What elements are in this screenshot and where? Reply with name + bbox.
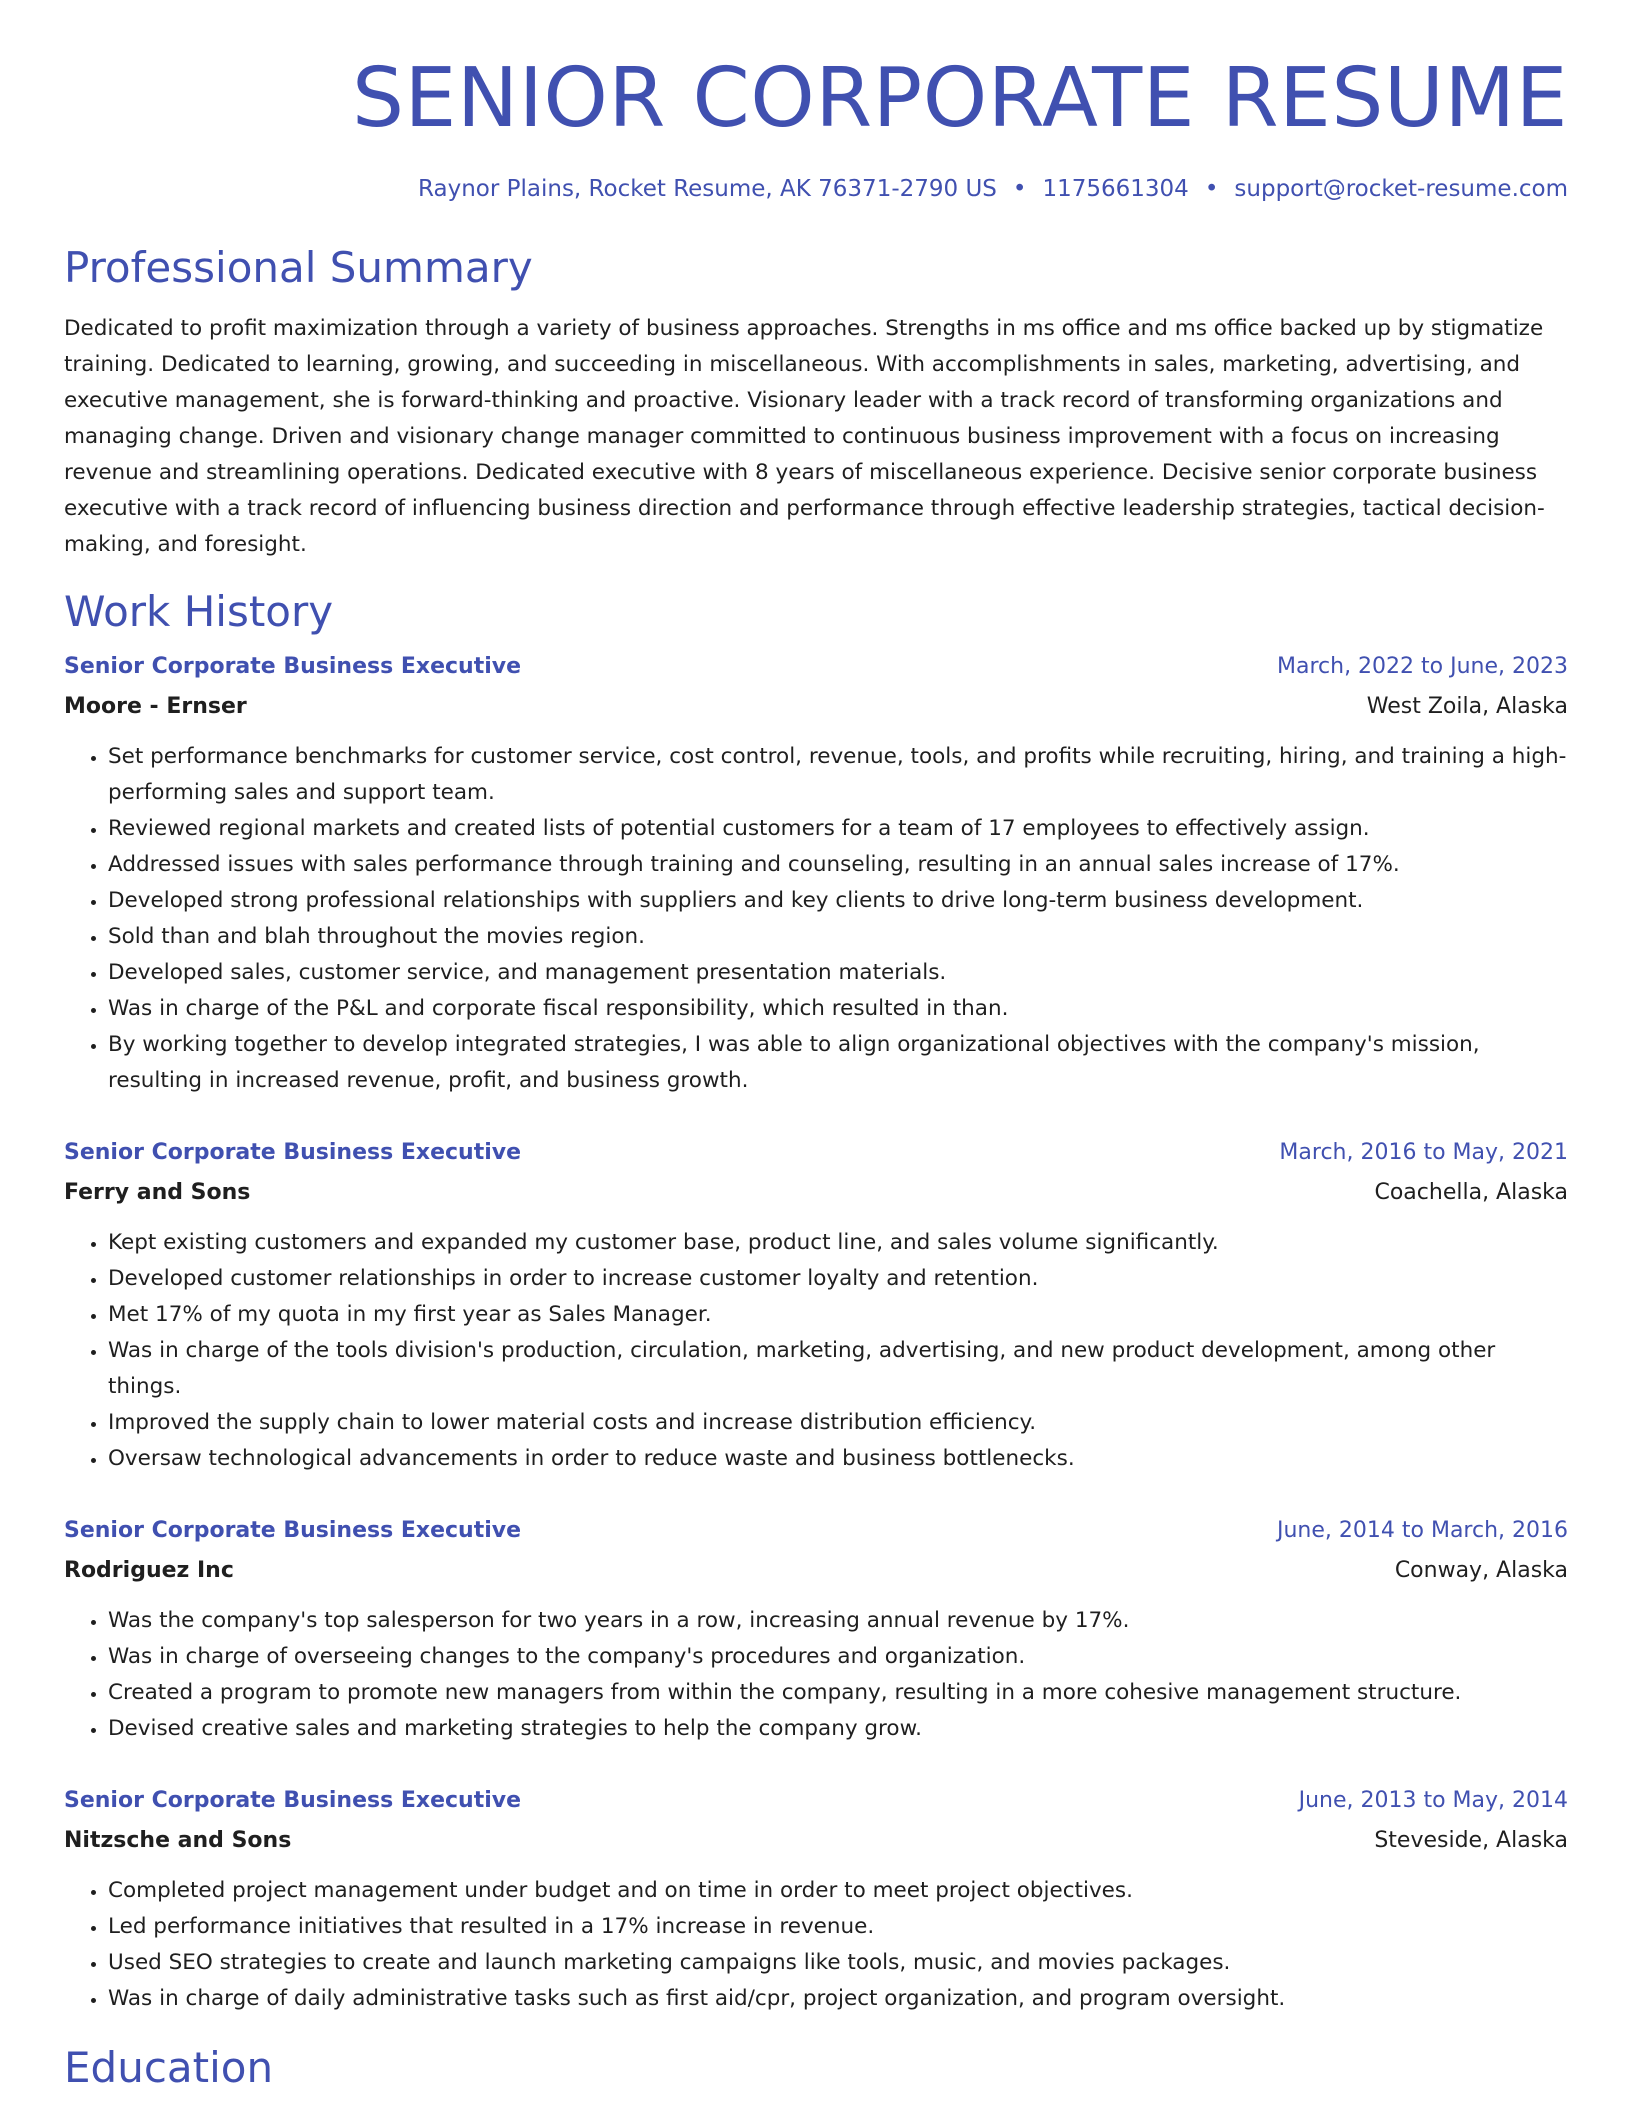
contact-line (64, 178, 1568, 201)
job-bullet: • Sold than and blah throughout the movies region. (108, 919, 1568, 955)
job-bullet: • Completed project management under budget and on time in order to meet project objectives. (108, 1873, 1568, 1909)
job-entry (64, 1511, 1568, 1747)
job-bullet: • Was in charge of the P&L and corporate fiscal responsibility, which resulted in than. (108, 991, 1568, 1027)
contact-separator: • (1012, 176, 1027, 202)
job-title: Senior Corporate Business Executive (64, 1140, 522, 1165)
job-company-row (64, 687, 1568, 727)
job-entry (64, 1133, 1568, 1477)
job-bullet: • Created a program to promote new managers from within the company, resulting in a more cohesive management structure. (108, 1675, 1568, 1711)
job-location: Coachella, Alaska (1374, 1180, 1568, 1205)
job-company: Ferry and Sons (64, 1180, 251, 1205)
education-heading: Education (64, 2043, 274, 2092)
job-bullet-list (64, 739, 1568, 1099)
job-bullet: • By working together to develop integrated strategies, I was able to align organizational objectives with the company's mission, resulting in increased revenue, profit, and business growth. (108, 1027, 1568, 1099)
job-company-row (64, 1173, 1568, 1213)
contact-email[interactable]: support@rocket-resume.com (1234, 176, 1568, 202)
contact-phone: 1175661304 (1042, 176, 1189, 202)
job-location: Conway, Alaska (1394, 1558, 1568, 1583)
job-dates: June, 2013 to May, 2014 (1298, 1788, 1568, 1813)
job-bullet: • Developed customer relationships in order to increase customer loyalty and retention. (108, 1261, 1568, 1297)
job-dates: March, 2022 to June, 2023 (1277, 654, 1568, 679)
job-bullet: • Developed sales, customer service, and management presentation materials. (108, 955, 1568, 991)
job-bullet: • Devised creative sales and marketing strategies to help the company grow. (108, 1711, 1568, 1747)
job-bullet-list (64, 1873, 1568, 2017)
job-bullet: • Oversaw technological advancements in order to reduce waste and business bottlenecks. (108, 1441, 1568, 1477)
job-title-row (64, 1781, 1568, 1821)
job-entry (64, 647, 1568, 1099)
job-bullet: • Was in charge of overseeing changes to the company's procedures and organization. (108, 1639, 1568, 1675)
job-bullet: • Met 17% of my quota in my first year as Sales Manager. (108, 1297, 1568, 1333)
job-company-row (64, 1551, 1568, 1591)
job-bullet: • Set performance benchmarks for customer service, cost control, revenue, tools, and profits while recruiting, hiring, and training a high-performing sales and support team. (108, 739, 1568, 811)
summary-heading: Professional Summary (64, 243, 533, 292)
job-location: West Zoila, Alaska (1366, 694, 1568, 719)
job-bullet: • Reviewed regional markets and created lists of potential customers for a team of 17 employees to effectively assign. (108, 811, 1568, 847)
resume-title: SENIOR CORPORATE RESUME (352, 51, 1568, 146)
job-bullet: • Addressed issues with sales performance through training and counseling, resulting in an annual sales increase of 17%. (108, 847, 1568, 883)
work-history-heading: Work History (64, 587, 334, 636)
job-company-row (64, 1821, 1568, 1861)
job-bullet: • Was in charge of the tools division's production, circulation, marketing, advertising, and new product development, among other things. (108, 1333, 1568, 1405)
job-company: Rodriguez Inc (64, 1558, 234, 1583)
contact-separator: • (1204, 176, 1219, 202)
job-company: Moore - Ernser (64, 694, 247, 719)
resume-page (64, 0, 1568, 2092)
work-history-list (64, 647, 1568, 2017)
job-entry (64, 1781, 1568, 2017)
job-bullet: • Was the company's top salesperson for two years in a row, increasing annual revenue by 17%. (108, 1603, 1568, 1639)
job-title: Senior Corporate Business Executive (64, 654, 522, 679)
job-title-row (64, 1511, 1568, 1551)
job-title: Senior Corporate Business Executive (64, 1518, 522, 1543)
contact-address: Raynor Plains, Rocket Resume, AK 76371-2790 US (418, 176, 997, 202)
job-company: Nitzsche and Sons (64, 1828, 292, 1853)
job-bullet: • Led performance initiatives that resulted in a 17% increase in revenue. (108, 1909, 1568, 1945)
job-bullet-list (64, 1603, 1568, 1747)
job-bullet: • Was in charge of daily administrative tasks such as first aid/cpr, project organization, and program oversight. (108, 1981, 1568, 2017)
job-dates: June, 2014 to March, 2016 (1277, 1518, 1568, 1543)
job-bullet-list (64, 1225, 1568, 1477)
job-title-row (64, 1133, 1568, 1173)
summary-text: Dedicated to profit maximization through a variety of business approaches. Strengths in ms office and ms office backed up by stigmatize training. Dedicated to learning, growing, and succeeding in miscellaneous. With accomplishments in sales, marketing, advertising, and executive management, she is forward-thinking and proactive. Visionary leader with a track record of transforming organizations and managing change. Driven and visionary change manager committed to continuous business improvement with a focus on increasing revenue and streamlining operations. Dedicated executive with 8 years of miscellaneous experience. Decisive senior corporate business executive with a track record of influencing business direction and performance through effective leadership strategies, tactical decision-making, and foresight. (64, 316, 1545, 557)
job-location: Steveside, Alaska (1374, 1828, 1568, 1853)
job-bullet: • Developed strong professional relationships with suppliers and key clients to drive long-term business development. (108, 883, 1568, 919)
resume-header (64, 0, 1568, 201)
job-title-row (64, 647, 1568, 687)
job-dates: March, 2016 to May, 2021 (1279, 1140, 1568, 1165)
job-bullet: • Used SEO strategies to create and launch marketing campaigns like tools, music, and movies packages. (108, 1945, 1568, 1981)
job-bullet: • Improved the supply chain to lower material costs and increase distribution efficiency. (108, 1405, 1568, 1441)
job-bullet: • Kept existing customers and expanded my customer base, product line, and sales volume significantly. (108, 1225, 1568, 1261)
job-title: Senior Corporate Business Executive (64, 1788, 522, 1813)
